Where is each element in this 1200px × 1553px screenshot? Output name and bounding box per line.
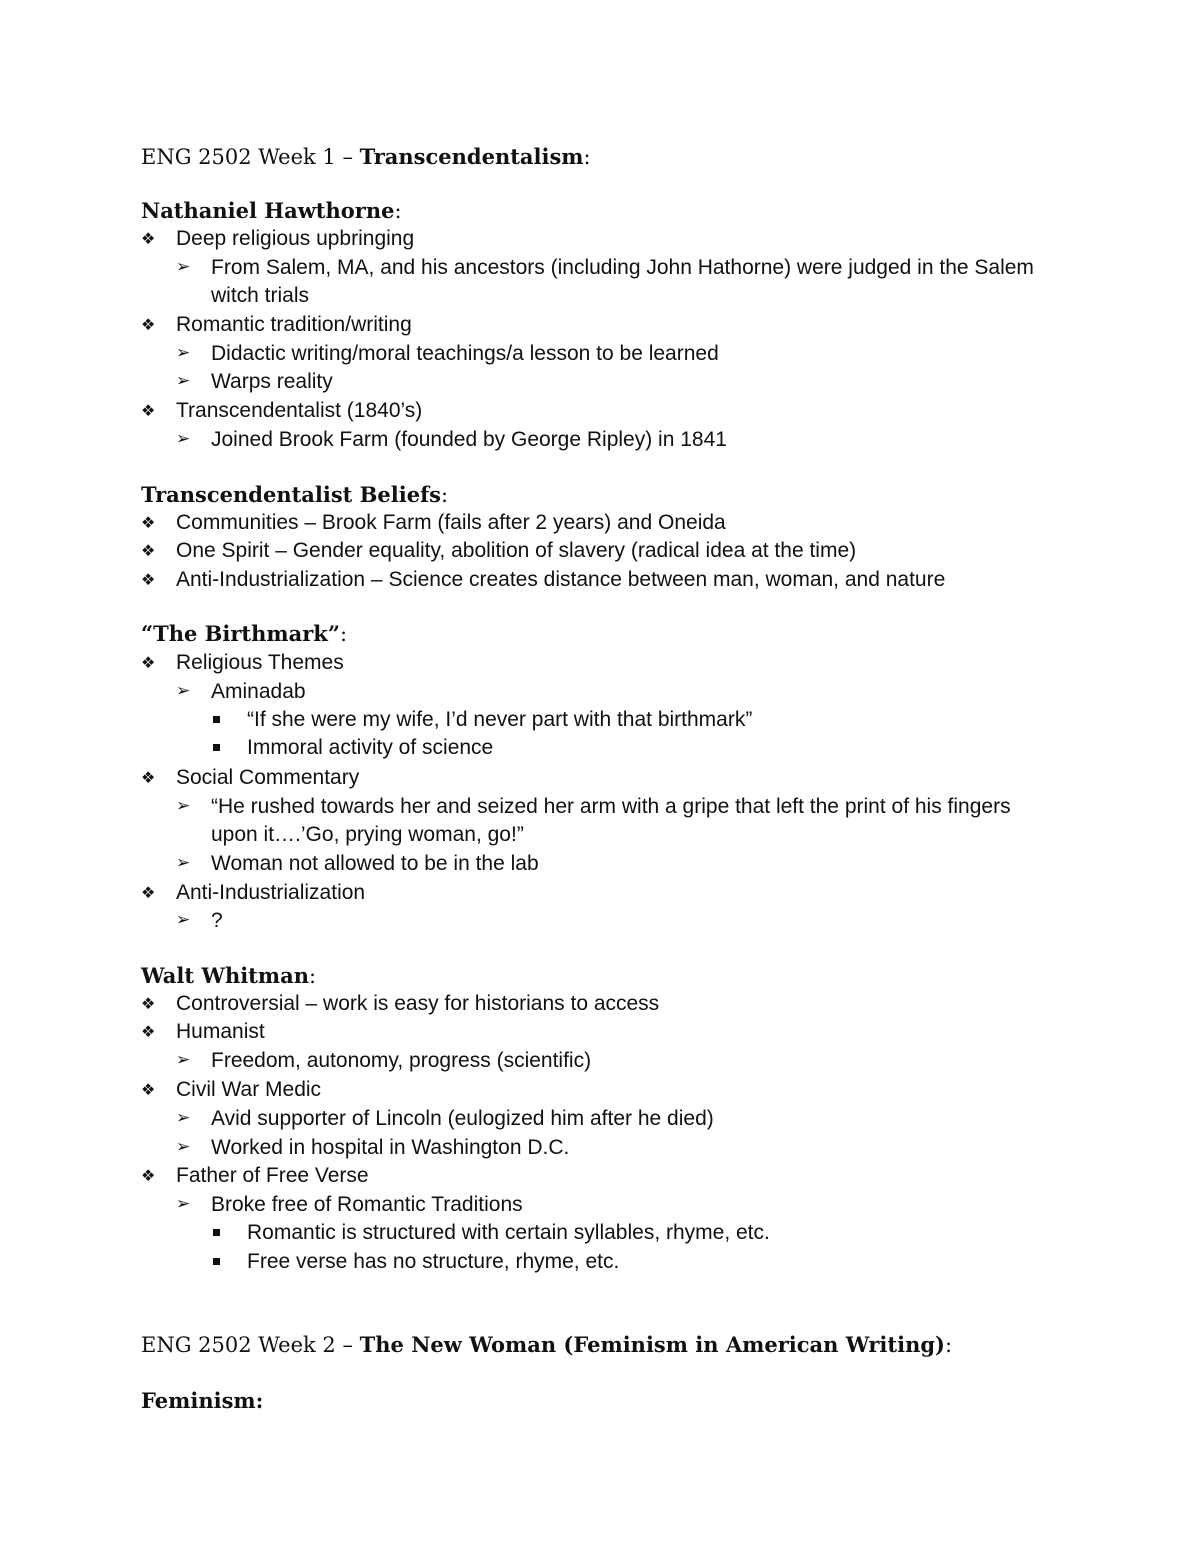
list-item: Warps reality [211,370,333,393]
diamond-bullet-icon: ❖ [141,541,156,560]
birthmark-heading-colon: : [339,622,348,646]
list-item: From Salem, MA, and his ancestors (including John Hathorne) were judged in the Salem [211,256,1034,279]
feminism-heading: Feminism: [141,1388,264,1413]
square-bullet-icon [213,1258,220,1265]
beliefs-heading [141,484,448,506]
diamond-bullet-icon: ❖ [141,315,156,334]
square-bullet-icon [213,744,220,751]
list-item: Romantic is structured with certain syllables, rhyme, etc. [247,1221,770,1244]
list-item: Broke free of Romantic Traditions [211,1193,523,1216]
week1-heading-colon: : [583,145,591,169]
diamond-bullet-icon: ❖ [141,768,156,787]
hawthorne-heading-text: Nathaniel Hawthorne [141,198,395,223]
list-item: Avid supporter of Lincoln (eulogized him after he died) [211,1107,714,1130]
list-item: Civil War Medic [176,1078,322,1101]
week2-heading-title: The New Woman (Feminism in American Writing) [359,1332,945,1357]
hawthorne-heading [141,200,402,222]
list-item: Anti-Industrialization [176,881,366,904]
arrow-bullet-icon: ➢ [176,1194,191,1214]
hawthorne-heading-colon: : [394,199,402,223]
beliefs-heading-text: Transcendentalist Beliefs [141,482,441,507]
diamond-bullet-icon: ❖ [141,994,156,1013]
list-item: Religious Themes [176,651,344,674]
arrow-bullet-icon: ➢ [176,429,191,449]
list-item: Transcendentalist (1840’s) [176,399,423,422]
list-item: Communities – Brook Farm (fails after 2 years) and Oneida [176,511,726,534]
square-bullet-icon [213,716,220,723]
diamond-bullet-icon: ❖ [141,1022,156,1041]
list-item: Romantic tradition/writing [176,313,412,336]
list-item: Woman not allowed to be in the lab [211,852,539,875]
list-item: Immoral activity of science [247,736,494,759]
arrow-bullet-icon: ➢ [176,257,191,277]
list-item: Controversial – work is easy for historians to access [176,992,660,1015]
arrow-bullet-icon: ➢ [176,681,191,701]
arrow-bullet-icon: ➢ [176,1137,191,1157]
list-item: “He rushed towards her and seized her arm with a gripe that left the print of his fingers [211,795,1011,818]
list-item: “If she were my wife, I’d never part with that birthmark” [247,708,753,731]
diamond-bullet-icon: ❖ [141,229,156,248]
arrow-bullet-icon: ➢ [176,796,191,816]
week1-heading-title: Transcendentalism [359,144,584,169]
diamond-bullet-icon: ❖ [141,1080,156,1099]
list-item: Deep religious upbringing [176,227,415,250]
diamond-bullet-icon: ❖ [141,401,156,420]
week2-heading-colon: : [944,1333,953,1357]
list-item: Worked in hospital in Washington D.C. [211,1136,570,1159]
list-item: Free verse has no structure, rhyme, etc. [247,1250,620,1273]
list-item: ? [211,909,223,932]
birthmark-heading [141,623,347,645]
list-item: Aminadab [211,680,306,703]
arrow-bullet-icon: ➢ [176,1050,191,1070]
arrow-bullet-icon: ➢ [176,343,191,363]
list-item: Humanist [176,1020,265,1043]
birthmark-heading-text: “The Birthmark” [141,621,340,646]
week2-heading-prefix: ENG 2502 Week 2 – [141,1333,360,1357]
list-item: Joined Brook Farm (founded by George Ripley) in 1841 [211,428,727,451]
arrow-bullet-icon: ➢ [176,1108,191,1128]
arrow-bullet-icon: ➢ [176,910,191,930]
list-item-continuation: witch trials [211,284,310,307]
list-item: Didactic writing/moral teachings/a lesson to be learned [211,342,719,365]
arrow-bullet-icon: ➢ [176,853,191,873]
list-item: Anti-Industrialization – Science creates distance between man, woman, and nature [176,568,946,591]
beliefs-heading-colon: : [440,483,449,507]
arrow-bullet-icon: ➢ [176,371,191,391]
list-item: Father of Free Verse [176,1164,369,1187]
week1-heading-prefix: ENG 2502 Week 1 – [141,145,360,169]
diamond-bullet-icon: ❖ [141,570,156,589]
whitman-heading-text: Walt Whitman [141,963,309,988]
whitman-heading-colon: : [308,964,317,988]
diamond-bullet-icon: ❖ [141,1166,156,1185]
square-bullet-icon [213,1229,220,1236]
list-item: Freedom, autonomy, progress (scientific) [211,1049,592,1072]
list-item: Social Commentary [176,766,360,789]
list-item-continuation: upon it….’Go, prying woman, go!” [211,823,524,846]
diamond-bullet-icon: ❖ [141,513,156,532]
week1-heading [141,146,591,168]
diamond-bullet-icon: ❖ [141,653,156,672]
week2-heading [141,1334,952,1356]
diamond-bullet-icon: ❖ [141,883,156,902]
whitman-heading [141,965,316,987]
list-item: One Spirit – Gender equality, abolition of slavery (radical idea at the time) [176,539,857,562]
